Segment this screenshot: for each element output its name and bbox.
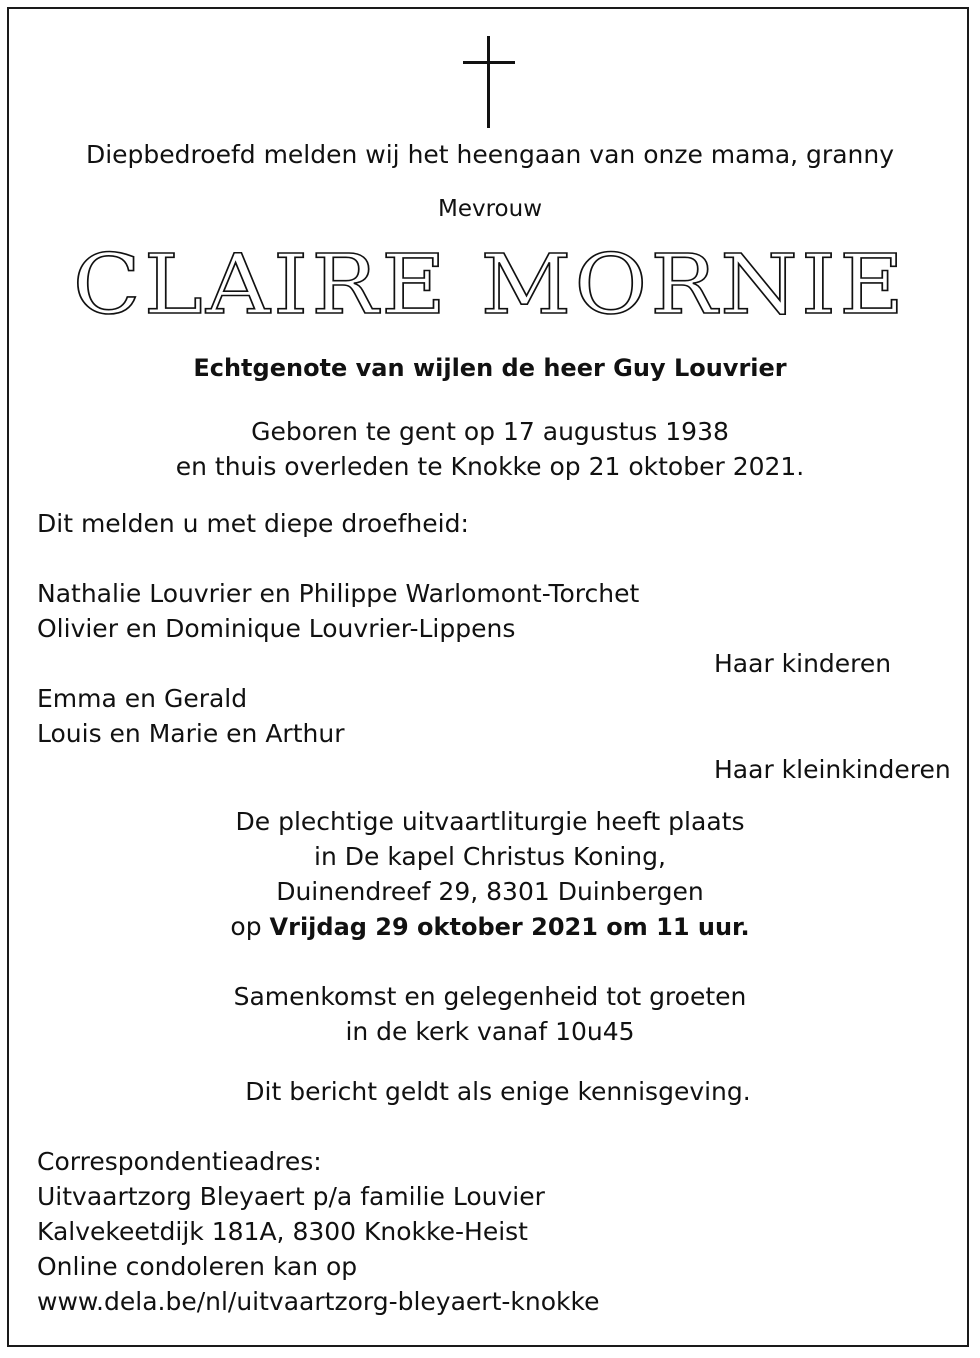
death-line: en thuis overleden te Knokke op 21 oktober 2021. [175,452,805,481]
title-prefix: Mevrouw [437,196,543,222]
spouse-line: Echtgenote van wijlen de heer Guy Louvrier [193,354,787,382]
cross-icon [463,36,515,128]
grandchildren-label: Haar kleinkinderen [714,755,951,784]
ceremony-datetime: Vrijdag 29 oktober 2021 om 11 uur. [269,913,750,941]
condolence-url[interactable]: www.dela.be/nl/uitvaartzorg-bleyaert-knokke [37,1287,600,1316]
child-family: Nathalie Louvrier en Philippe Warlomont-Torchet [37,579,640,608]
ceremony-location: in De kapel Christus Koning, [314,842,666,871]
gathering-line: Samenkomst en gelegenheid tot groeten [233,982,747,1011]
children-label: Haar kinderen [714,649,892,678]
birth-line: Geboren te gent op 17 augustus 1938 [251,417,729,446]
correspondence-address: Kalvekeetdijk 181A, 8300 Knokke-Heist [37,1217,528,1246]
ceremony-address: Duinendreef 29, 8301 Duinbergen [276,877,704,906]
child-family: Olivier en Dominique Louvrier-Lippens [37,614,516,643]
correspondence-label: Correspondentieadres: [37,1147,322,1176]
correspondence-name: Uitvaartzorg Bleyaert p/a familie Louvier [37,1182,545,1211]
grandchild-names: Louis en Marie en Arthur [37,719,345,748]
ceremony-line: De plechtige uitvaartliturgie heeft plaats [235,807,745,836]
ceremony-date-prefix: op [230,912,262,941]
condolence-text: Online condoleren kan op [37,1252,358,1281]
notice-line: Dit bericht geldt als enige kennisgeving. [245,1077,751,1106]
gathering-time: in de kerk vanaf 10u45 [345,1017,635,1046]
intro-text: Diepbedroefd melden wij het heengaan van onze mama, granny [85,140,894,169]
sorrow-line: Dit melden u met diepe droefheid: [37,509,469,538]
grandchild-names: Emma en Gerald [37,684,248,713]
ceremony-datetime-line [0,909,980,945]
deceased-name: CLAIRE MORNIE [72,238,908,333]
